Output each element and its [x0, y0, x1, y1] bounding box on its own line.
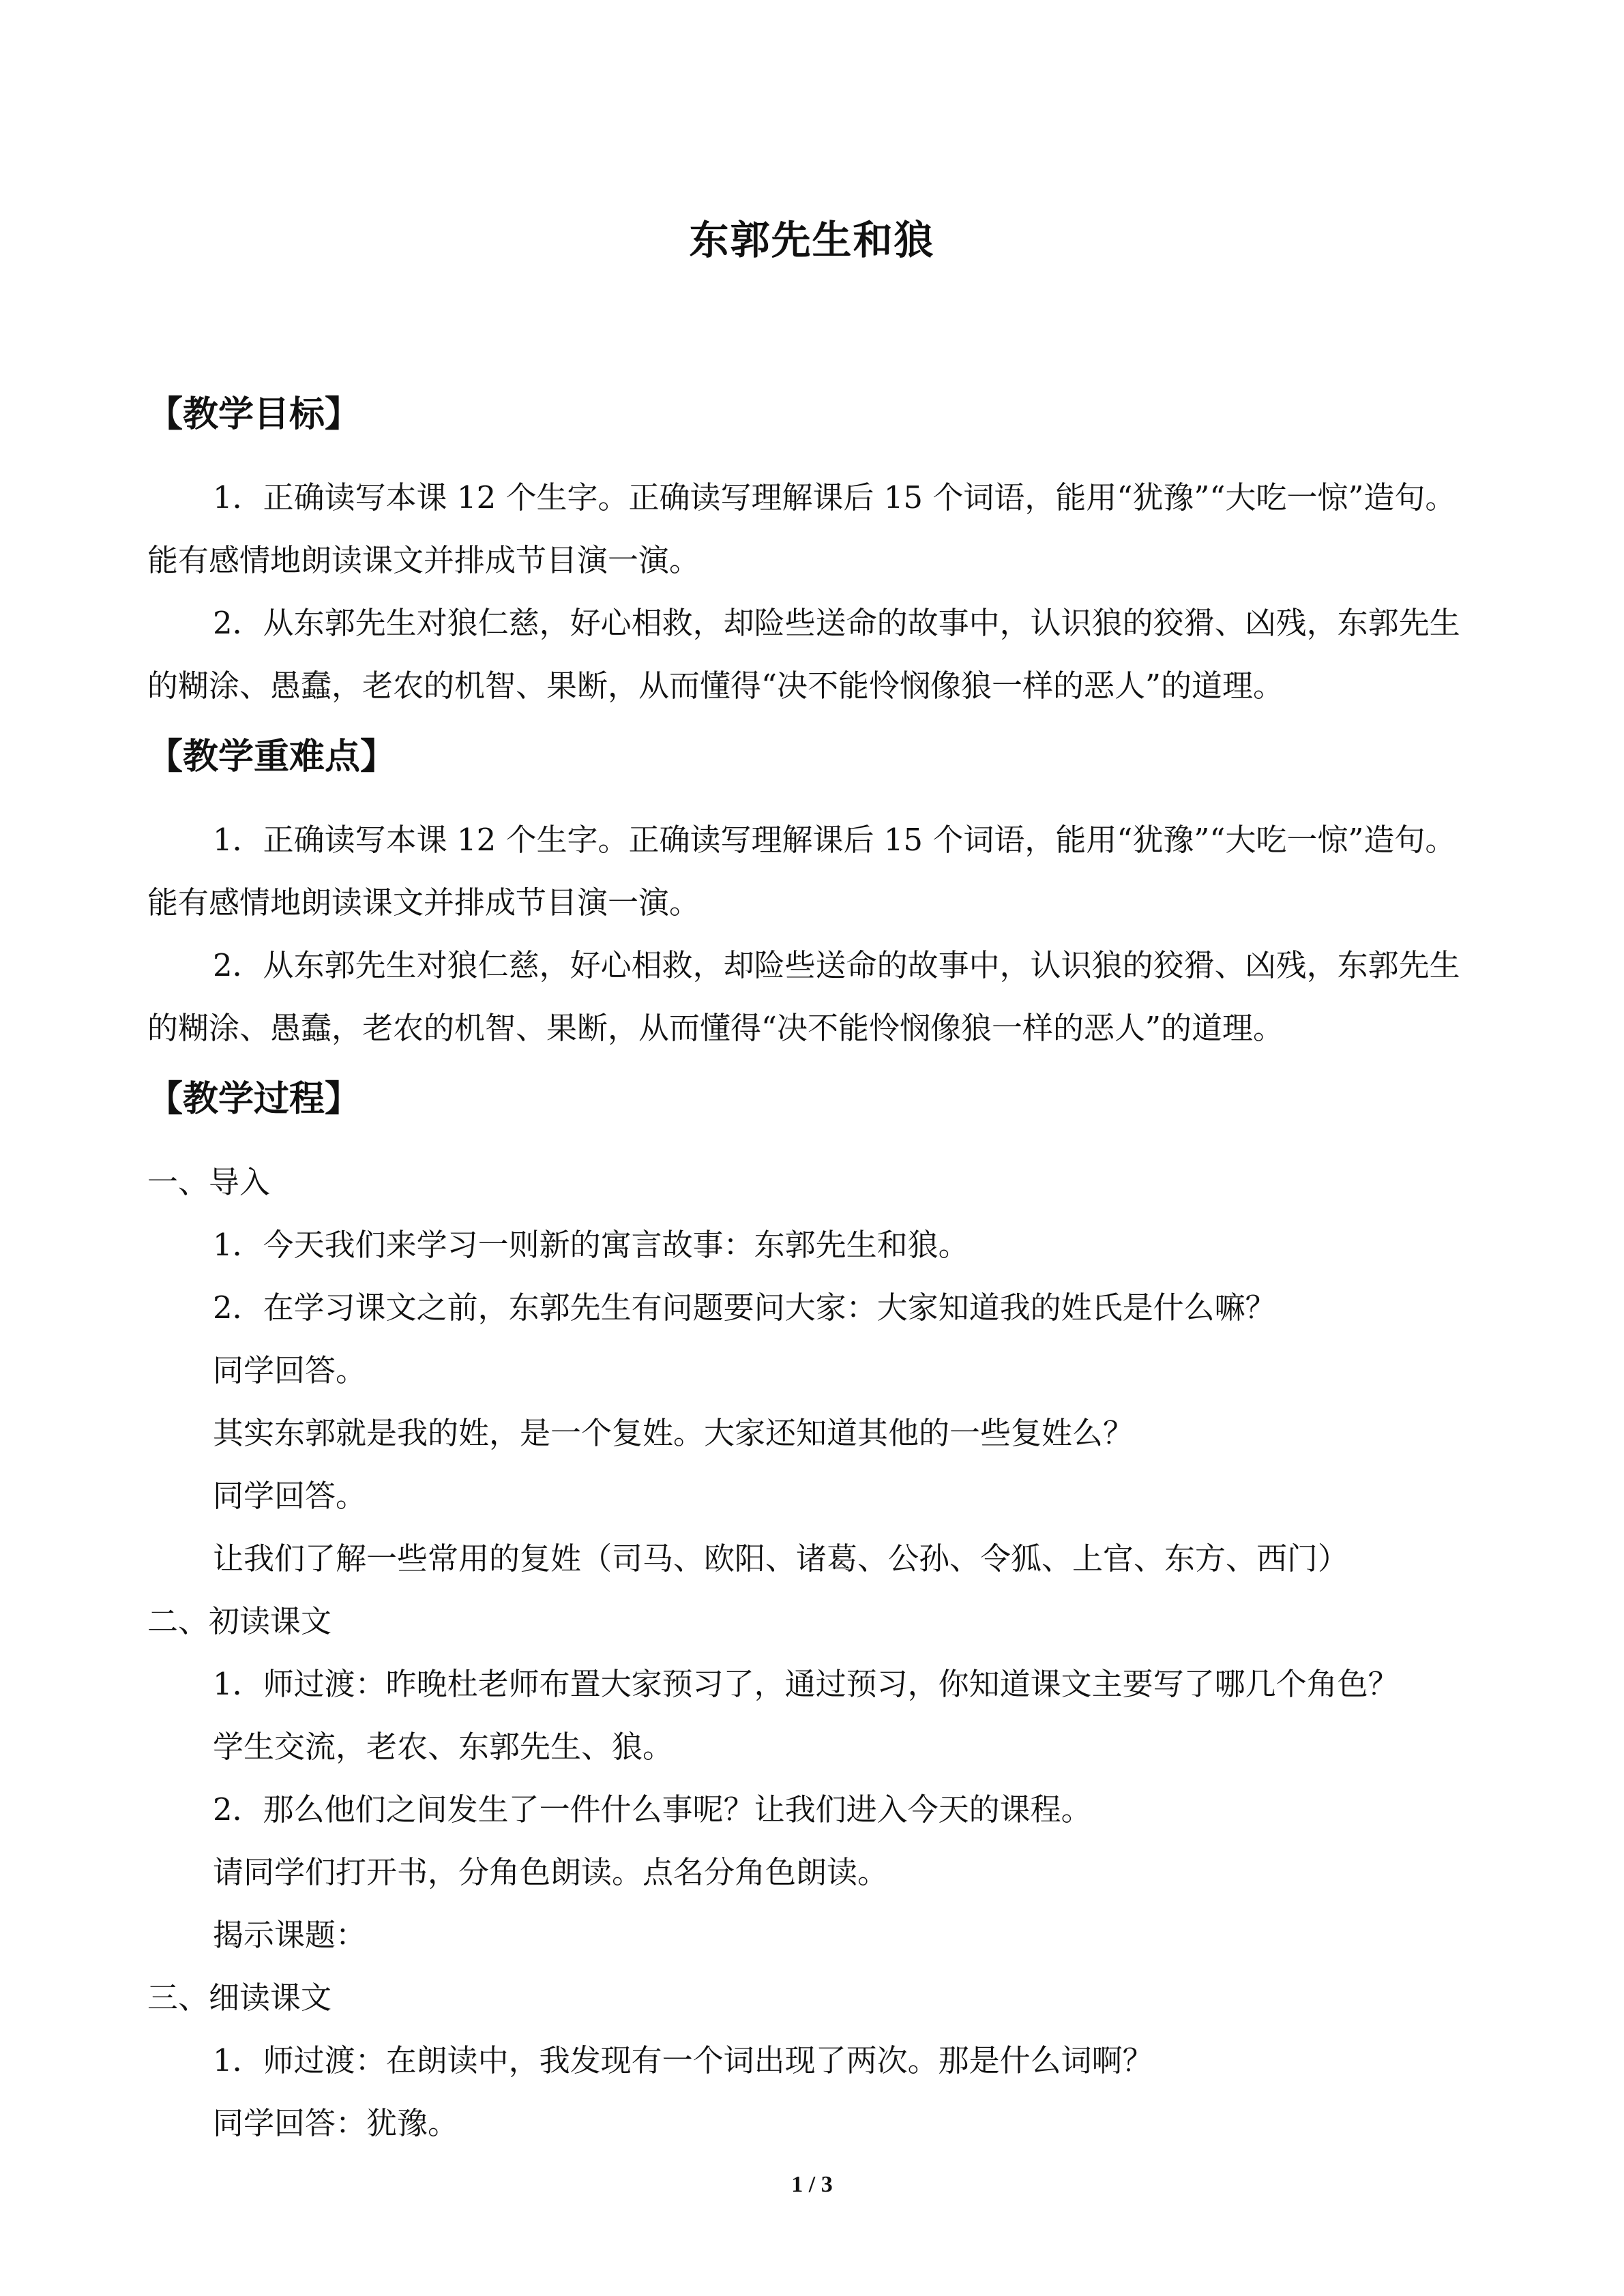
section-line: 1．师过渡：在朗读中，我发现有一个词出现了两次。那是什么词啊？ [213, 2042, 1153, 2078]
section-line: 揭示课题： [213, 1917, 367, 1953]
page-number: 1 / 3 [791, 2172, 833, 2197]
section-title-intro: 一、导入 [147, 1164, 271, 1200]
section-line: 同学回答。 [213, 1478, 367, 1514]
document-body [147, 382, 1484, 2155]
section-line: 请同学们打开书，分角色朗读。点名分角色朗读。 [213, 1854, 889, 1890]
document-title: 东郭先生和狼 [689, 217, 935, 263]
key-point-item-1: 1．正确读写本课 12 个生字。正确读写理解课后 15 个词语，能用“犹豫”“大吃一惊”造句。能有感情地朗读课文并排成节目演一演。 [147, 822, 1456, 921]
section-line: 2．在学习课文之前，东郭先生有问题要问大家：大家知道我的姓氏是什么嘛？ [213, 1289, 1276, 1326]
section-line: 1．今天我们来学习一则新的寓言故事：东郭先生和狼。 [213, 1227, 969, 1263]
section-title-close-reading: 三、细读课文 [147, 1980, 332, 2016]
key-point-item-2: 2．从东郭先生对狼仁慈，好心相救，却险些送命的故事中，认识狼的狡猾、凶残，东郭先生的糊涂、愚蠢，老农的机智、果断，从而懂得“决不能怜悯像狼一样的恶人”的道理。 [147, 947, 1460, 1046]
objective-item-2: 2．从东郭先生对狼仁慈，好心相救，却险些送命的故事中，认识狼的狡猾、凶残，东郭先生的糊涂、愚蠢，老农的机智、果断，从而懂得“决不能怜悯像狼一样的恶人”的道理。 [147, 605, 1460, 704]
objective-item-1: 1．正确读写本课 12 个生字。正确读写理解课后 15 个词语，能用“犹豫”“大吃一惊”造句。能有感情地朗读课文并排成节目演一演。 [147, 479, 1456, 578]
section-line: 2．那么他们之间发生了一件什么事呢？让我们进入今天的课程。 [213, 1791, 1092, 1828]
section-line: 同学回答：犹豫。 [213, 2105, 459, 2141]
objectives-heading: 【教学目标】 [147, 394, 361, 435]
section-line: 其实东郭就是我的姓，是一个复姓。大家还知道其他的一些复姓么？ [213, 1415, 1134, 1451]
section-line: 1．师过渡：昨晚杜老师布置大家预习了，通过预习，你知道课文主要写了哪几个角色？ [213, 1666, 1399, 1702]
section-line: 让我们了解一些常用的复姓（司马、欧阳、诸葛、公孙、令狐、上官、东方、西门） [213, 1540, 1349, 1577]
section-line: 学生交流，老农、东郭先生、狼。 [213, 1729, 674, 1765]
process-heading: 【教学过程】 [147, 1079, 361, 1120]
section-line: 同学回答。 [213, 1352, 367, 1388]
section-title-first-reading: 二、初读课文 [147, 1603, 332, 1639]
key-points-heading: 【教学重难点】 [147, 736, 396, 777]
